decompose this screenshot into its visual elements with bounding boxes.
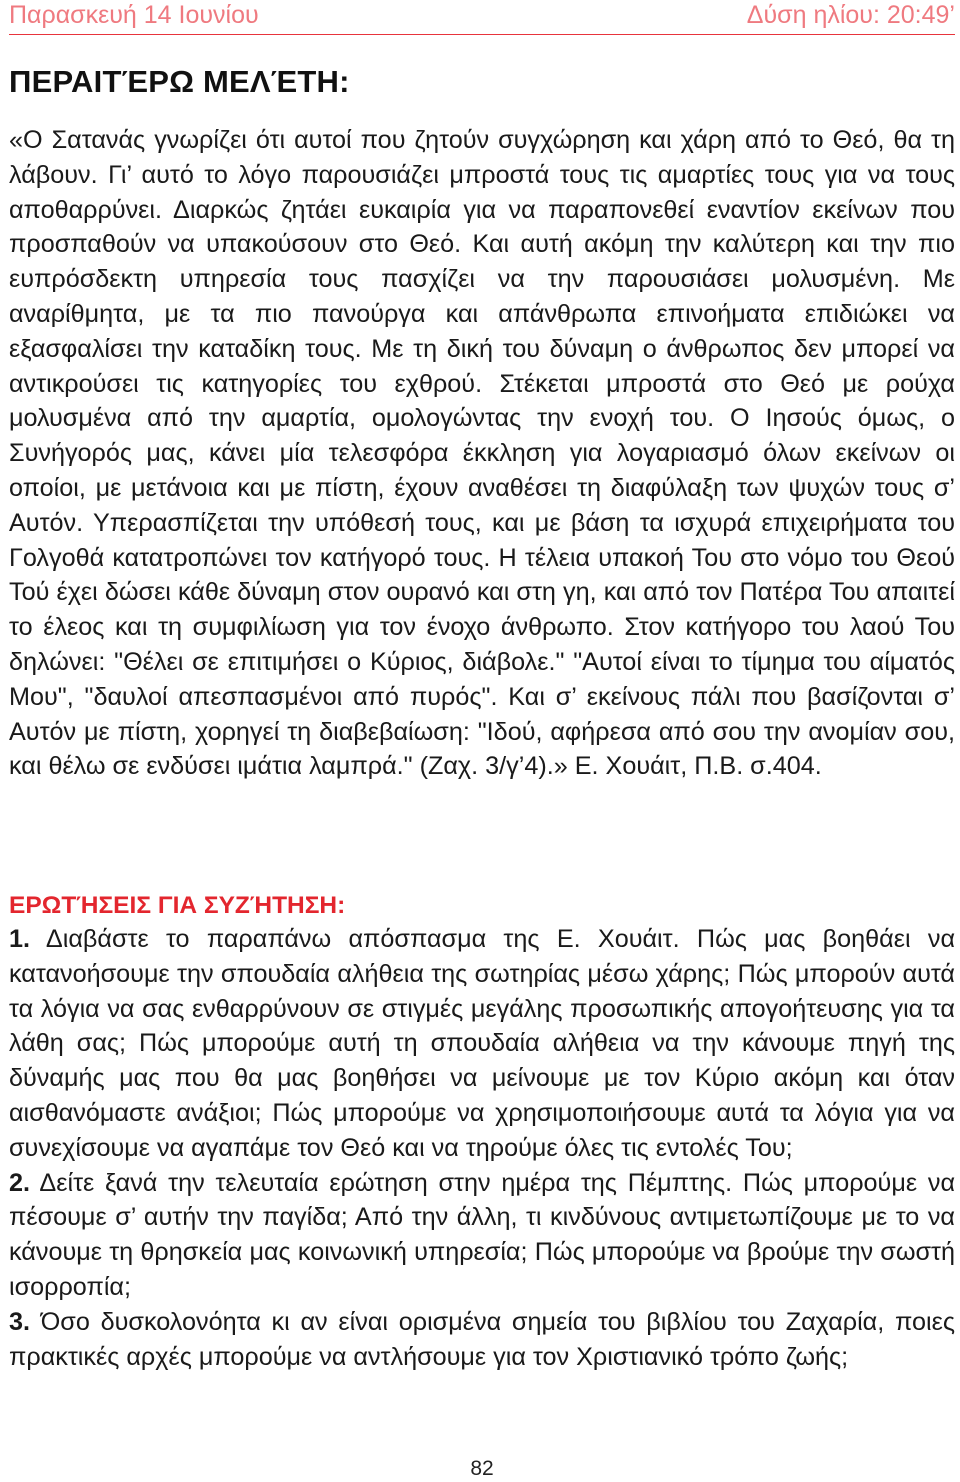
discussion-questions-list — [9, 922, 955, 1374]
discussion-question-2 — [9, 1166, 955, 1305]
page-number: 82 — [470, 1457, 494, 1480]
further-study-quote: «Ο Σατανάς γνωρίζει ότι αυτοί που ζητούν συγχώρηση και χάρη από το Θεό, θα τη λάβουν. Γι’ αυτό το λόγο παρουσιάζει μπροστά τους τις αμαρτίες τους για να τους αποθαρρύνει. Διαρκώς ζητάει ευκαιρία για να παραπονεθεί εναντίον εκείνων που προσπαθούν να υπακούσουν στο Θεό. Και αυτή ακόμη την καλύτερη και την πιο ευπρόσδεκτη υπηρεσία τους πασχίζει να την παρουσιάσει μολυσμένη. Με αναρίθμητα, με τα πιο πανούργα και απάνθρωπα επινοήματα επιδιώκει να εξασφαλίσει την καταδίκη τους. Με τη δική του δύναμη ο άνθρωπος δεν μπορεί να αντικρούσει τις κατηγορίες του εχθρού. Στέκεται μπροστά στο Θεό με ρούχα μολυσμένα από την αμαρτία, ομολογώντας την ενοχή του. Ο Ιησούς όμως, ο Συνήγορός μας, κάνει μία τελεσφόρα έκκληση για λογαριασμό όλων εκείνων οι οποίοι, με μετάνοια και με πίστη, έχουν αναθέσει τη διαφύλαξη των ψυχών τους σ’ Αυτόν. Υπερασπίζεται την υπόθεσή τους, και με βάση τα ισχυρά επιχειρήματα του Γολγοθά κατατροπώνει τον κατήγορό τους. Η τέλεια υπακοή Του στο νόμο του Θεού Τού έχει δώσει κάθε δύναμη στον ουρανό και στη γη, και από τον Πατέρα Του απαιτεί το έλεος και τη συμφιλίωση για τον ένοχο άνθρωπο. Στον κατήγορο του λαού Του δηλώνει: "Θέλει σε επιτιμήσει ο Κύριος, διάβολε." "Αυτοί είναι το τίμημα του αίματός Μου", "δαυλοί απεσπασμένοι από πυρός". Και σ’ εκείνους πάλι που βασίζονται σ’ Αυτόν με πίστη, χορηγεί τη διαβεβαίωση: "Ιδού, αφήρεσα από σου την ανομίαν σου, και θέλω σε ενδύσει ιμάτια λαμπρά." (Ζαχ. 3/γ’4).» Ε. Χουάιτ, Π.Β. σ.404. — [9, 126, 955, 781]
header-sunset-time: Δύση ηλίου: 20:49’ — [746, 1, 955, 29]
question-text: Όσο δυσκολονόητα κι αν είναι ορισμένα σημεία του βιβλίου του Ζαχαρία, ποιες πρακτικές αρχές μπορούμε να αντλήσουμε για τον Χριστιανικό τρόπο ζωής; — [9, 1307, 956, 1371]
question-text: Διαβάστε το παραπάνω απόσπασμα της Ε. Χουάιτ. Πώς μας βοηθάει να κατανοήσουμε την σπουδαία αλήθεια της σωτηρίας μέσω χάρης; Πώς μπορούν αυτά τα λόγια να σας ενθαρρύνουν σε στιγμές μεγάλης προσωπικής απογοήτευσης για τα λάθη σας; Πώς μπορούμε αυτή τη σπουδαία αλήθεια να την κάνουμε πηγή της δύναμής μας που θα μας βοηθήσει να μείνουμε με τον Κύριο ακόμη και όταν αισθανόμαστε ανάξιοι; Πώς μπορούμε να χρησιμοποιήσουμε αυτά τα λόγια για να συνεχίσουμε να αγαπάμε τον Θεό και να τηρούμε όλες τις εντολές Του; — [9, 925, 956, 1162]
header-date: Παρασκευή 14 Ιουνίου — [9, 1, 259, 29]
discussion-questions-title: ΕΡΩΤΉΣΕΙΣ ΓΙΑ ΣΥΖΉΤΗΣΗ: — [9, 892, 346, 919]
question-number: 2. — [9, 1168, 31, 1197]
question-number: 1. — [9, 925, 31, 953]
document-page — [9, 0, 955, 1482]
discussion-question-1 — [9, 922, 955, 1166]
page-header — [9, 0, 955, 35]
discussion-question-3 — [9, 1305, 955, 1375]
further-study-title: ΠΕΡΑΙΤΈΡΩ ΜΕΛΈΤΗ: — [9, 64, 350, 99]
question-text: Δείτε ξανά την τελευταία ερώτηση στην ημέρα της Πέμπτης. Πώς μπορούμε να πέσουμε σ’ αυτήν την παγίδα; Από την άλλη, τι κινδύνους αντιμετωπίζουμε με το να κάνουμε τη θρησκεία μας κοινωνική υπηρεσία; Πώς μπορούμε να βρούμε την σωστή ισορροπία; — [9, 1168, 955, 1301]
question-number: 3. — [9, 1307, 31, 1336]
